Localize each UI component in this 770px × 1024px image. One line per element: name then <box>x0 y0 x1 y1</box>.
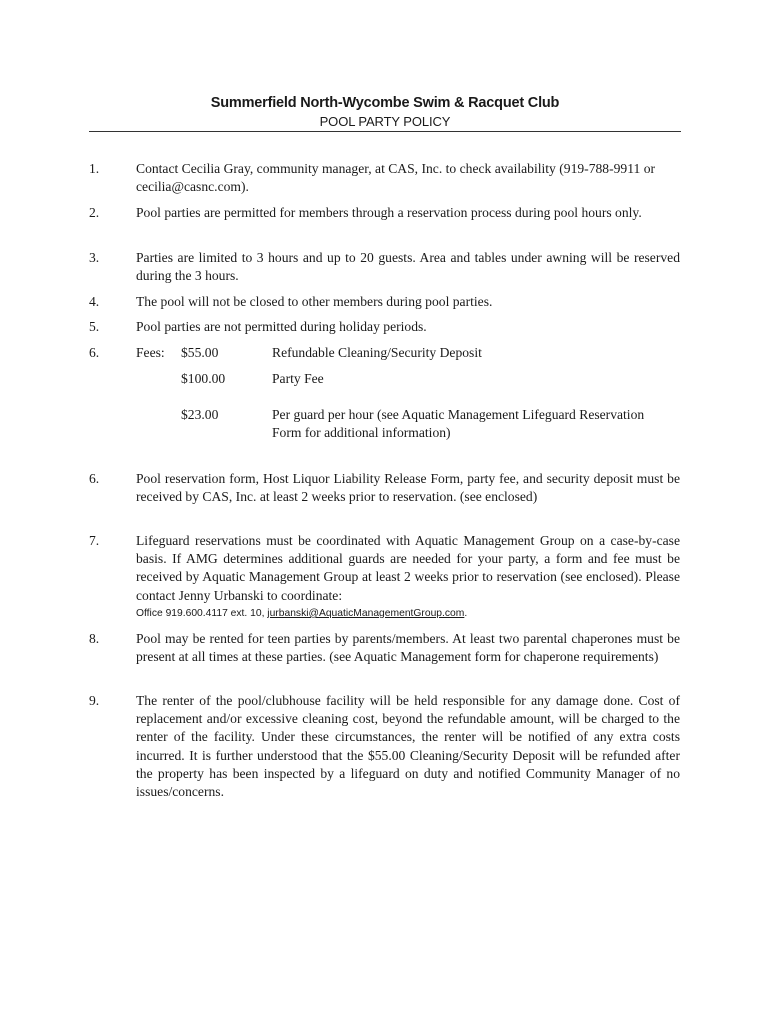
document-header <box>89 93 681 130</box>
item-text: Pool parties are not permitted during holiday periods. <box>136 319 427 334</box>
fee-amount: $55.00 <box>181 345 219 360</box>
fee-description: Refundable Cleaning/Security Deposit <box>272 345 482 360</box>
item-number: 9. <box>89 693 100 708</box>
item-text: Contact Cecilia Gray, community manager, at CAS, Inc. to check availability (919-788-9911 or cecilia@casnc.com). <box>136 161 656 195</box>
item-text: Pool parties are permitted for members through a reservation process during pool hours only. <box>136 205 642 220</box>
item-number: 4. <box>89 294 100 309</box>
fee-description: Party Fee <box>272 371 324 386</box>
item-text: Parties are limited to 3 hours and up to 20 guests. Area and tables under awning will be reserved during the 3 hours. <box>136 250 680 284</box>
policy-title: POOL PARTY POLICY <box>319 114 451 129</box>
item-number: 3. <box>89 250 100 265</box>
contact-line <box>136 606 680 622</box>
item-number: 1. <box>89 161 100 176</box>
contact-suffix: . <box>464 607 468 619</box>
item-number: 7. <box>89 533 100 548</box>
header-divider <box>89 131 681 132</box>
contact-email-link[interactable]: jurbanski@AquaticManagementGroup.com <box>267 607 465 619</box>
fee-amount: $23.00 <box>181 407 219 422</box>
item-text: The renter of the pool/clubhouse facility will be held responsible for any damage done. Cost of replacement and/or excessive cleaning cost, beyond the refundable amount, will be charged to the renter of the facility. Under these circumstances, the renter will be notified of any extra costs incurred. It is further understood that the $55.00 Cleaning/Security Deposit will be refunded after the property has been inspected by a lifeguard on duty and notified Community Manager of no issues/concerns. <box>136 693 680 800</box>
item-text: Pool may be rented for teen parties by parents/members. At least two parental chaperones must be present at all times at these parties. (see Aquatic Management form for chaperone requirements) <box>136 631 680 665</box>
club-name: Summerfield North-Wycombe Swim & Racquet Club <box>210 95 560 111</box>
item-number: 6. <box>89 471 100 486</box>
fees-label: Fees: <box>136 345 165 360</box>
item-number: 6. <box>89 345 100 360</box>
fees-item <box>89 344 681 444</box>
item-body <box>136 532 680 622</box>
contact-office: Office 919.600.4117 ext. 10, <box>136 607 268 619</box>
fee-description: Per guard per hour (see Aquatic Management Lifeguard Reservation Form for additional information) <box>272 407 645 441</box>
item-text: Pool reservation form, Host Liquor Liability Release Form, party fee, and security deposit must be received by CAS, Inc. at least 2 weeks prior to reservation. (see enclosed) <box>136 471 680 505</box>
fee-amount: $100.00 <box>181 371 226 386</box>
item-number: 5. <box>89 319 100 334</box>
item-text: Lifeguard reservations must be coordinated with Aquatic Management Group on a case-by-case basis. If AMG determines additional guards are needed for your party, a form and fee must be received by Aquatic Management Group at least 2 weeks prior to reservation (see enclosed). Please contact Jenny Urbanski to coordinate: <box>136 533 680 603</box>
item-number: 8. <box>89 631 100 646</box>
item-number: 2. <box>89 205 100 220</box>
item-text: The pool will not be closed to other members during pool parties. <box>136 294 493 309</box>
